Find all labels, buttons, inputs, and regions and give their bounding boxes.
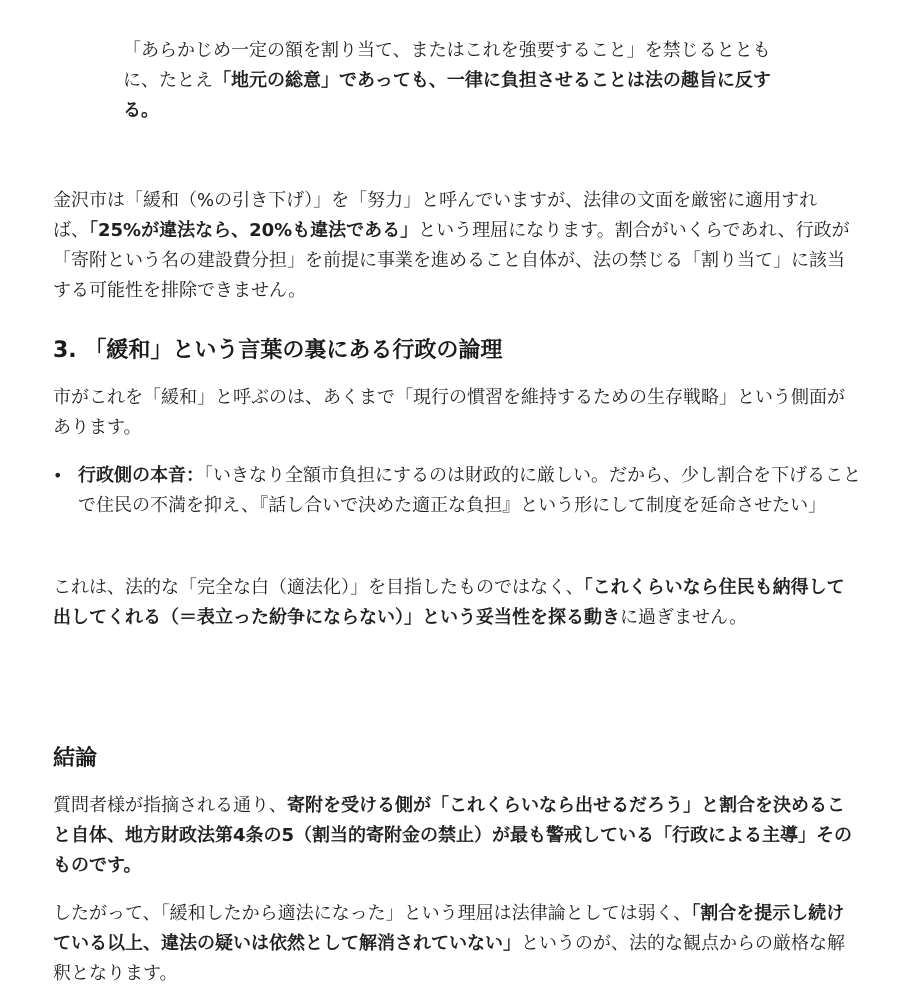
c2-text-1: したがって、「緩和したから適法になった」という理屈は法律論としては弱く、 <box>53 903 692 924</box>
quote-bold-text: 「地元の総意」であっても、一律に負担させることは法の趣旨に反する。 <box>123 70 771 121</box>
section-3-heading: 3. 「緩和」という言葉の裏にある行政の論理 <box>53 338 503 363</box>
conclusion-paragraph-1 <box>53 791 853 881</box>
bullet-body: 「いきなり全額市負担にするのは財政的に厳しい。だから、少し割合を下げることで住民の不満を抑え、『話し合いで決めた適正な負担』という形にして制度を延命させたい」 <box>78 465 861 516</box>
s3-bold: 「これくらいなら住民も納得して出してくれる（＝表立った紛争にならない）」という妥当性を探る動き <box>53 577 845 628</box>
bullet-label: 行政側の本音： <box>78 465 204 486</box>
bullet-marker: • <box>53 466 63 485</box>
s3-text-1: これは、法的な「完全な白（適法化）」を目指したものではなく、 <box>53 577 584 598</box>
section-3-intro: 市がこれを「緩和」と呼ぶのは、あくまで「現行の慣習を維持するための生存戦略」という側面があります。 <box>53 387 845 438</box>
conclusion-heading: 結論 <box>53 746 98 771</box>
bullet-text <box>78 461 863 521</box>
c2-text-2: というのが、法的な観点からの厳格な解釈となります。 <box>53 933 845 984</box>
para1-bold: 「25%が違法なら、20%も違法である」 <box>89 220 419 241</box>
paragraph-kanazawa <box>53 186 853 306</box>
section-3-paragraph <box>53 573 853 633</box>
c2-bold: 「割合を提示し続けている以上、違法の疑いは依然として解消されていない」 <box>53 903 845 954</box>
blockquote <box>123 36 783 126</box>
para1-text-1: 金沢市は「緩和（%の引き下げ）」を「努力」と呼んでいますが、法律の文面を厳密に適用すれば、 <box>53 190 818 241</box>
c1-text: 質問者様が指摘される通り、 <box>53 795 287 816</box>
quote-text: 「あらかじめ一定の額を割り当て、またはこれを強要すること」を禁じるとともに、たとえ <box>123 40 771 91</box>
s3-text-2: に過ぎません。 <box>620 607 748 628</box>
c1-bold: 寄附を受ける側が「これくらいなら出せるだろう」と割合を決めること自体、地方財政法第4条の5（割当的寄附金の禁止）が最も警戒している「行政による主導」そのものです。 <box>53 795 853 876</box>
conclusion-paragraph-2 <box>53 899 853 989</box>
para1-text-2: という理屈になります。割合がいくらであれ、行政が「寄附という名の建設費分担」を前提に事業を進めること自体が、法の禁じる「割り当て」に該当する可能性を排除できません。 <box>53 220 850 301</box>
